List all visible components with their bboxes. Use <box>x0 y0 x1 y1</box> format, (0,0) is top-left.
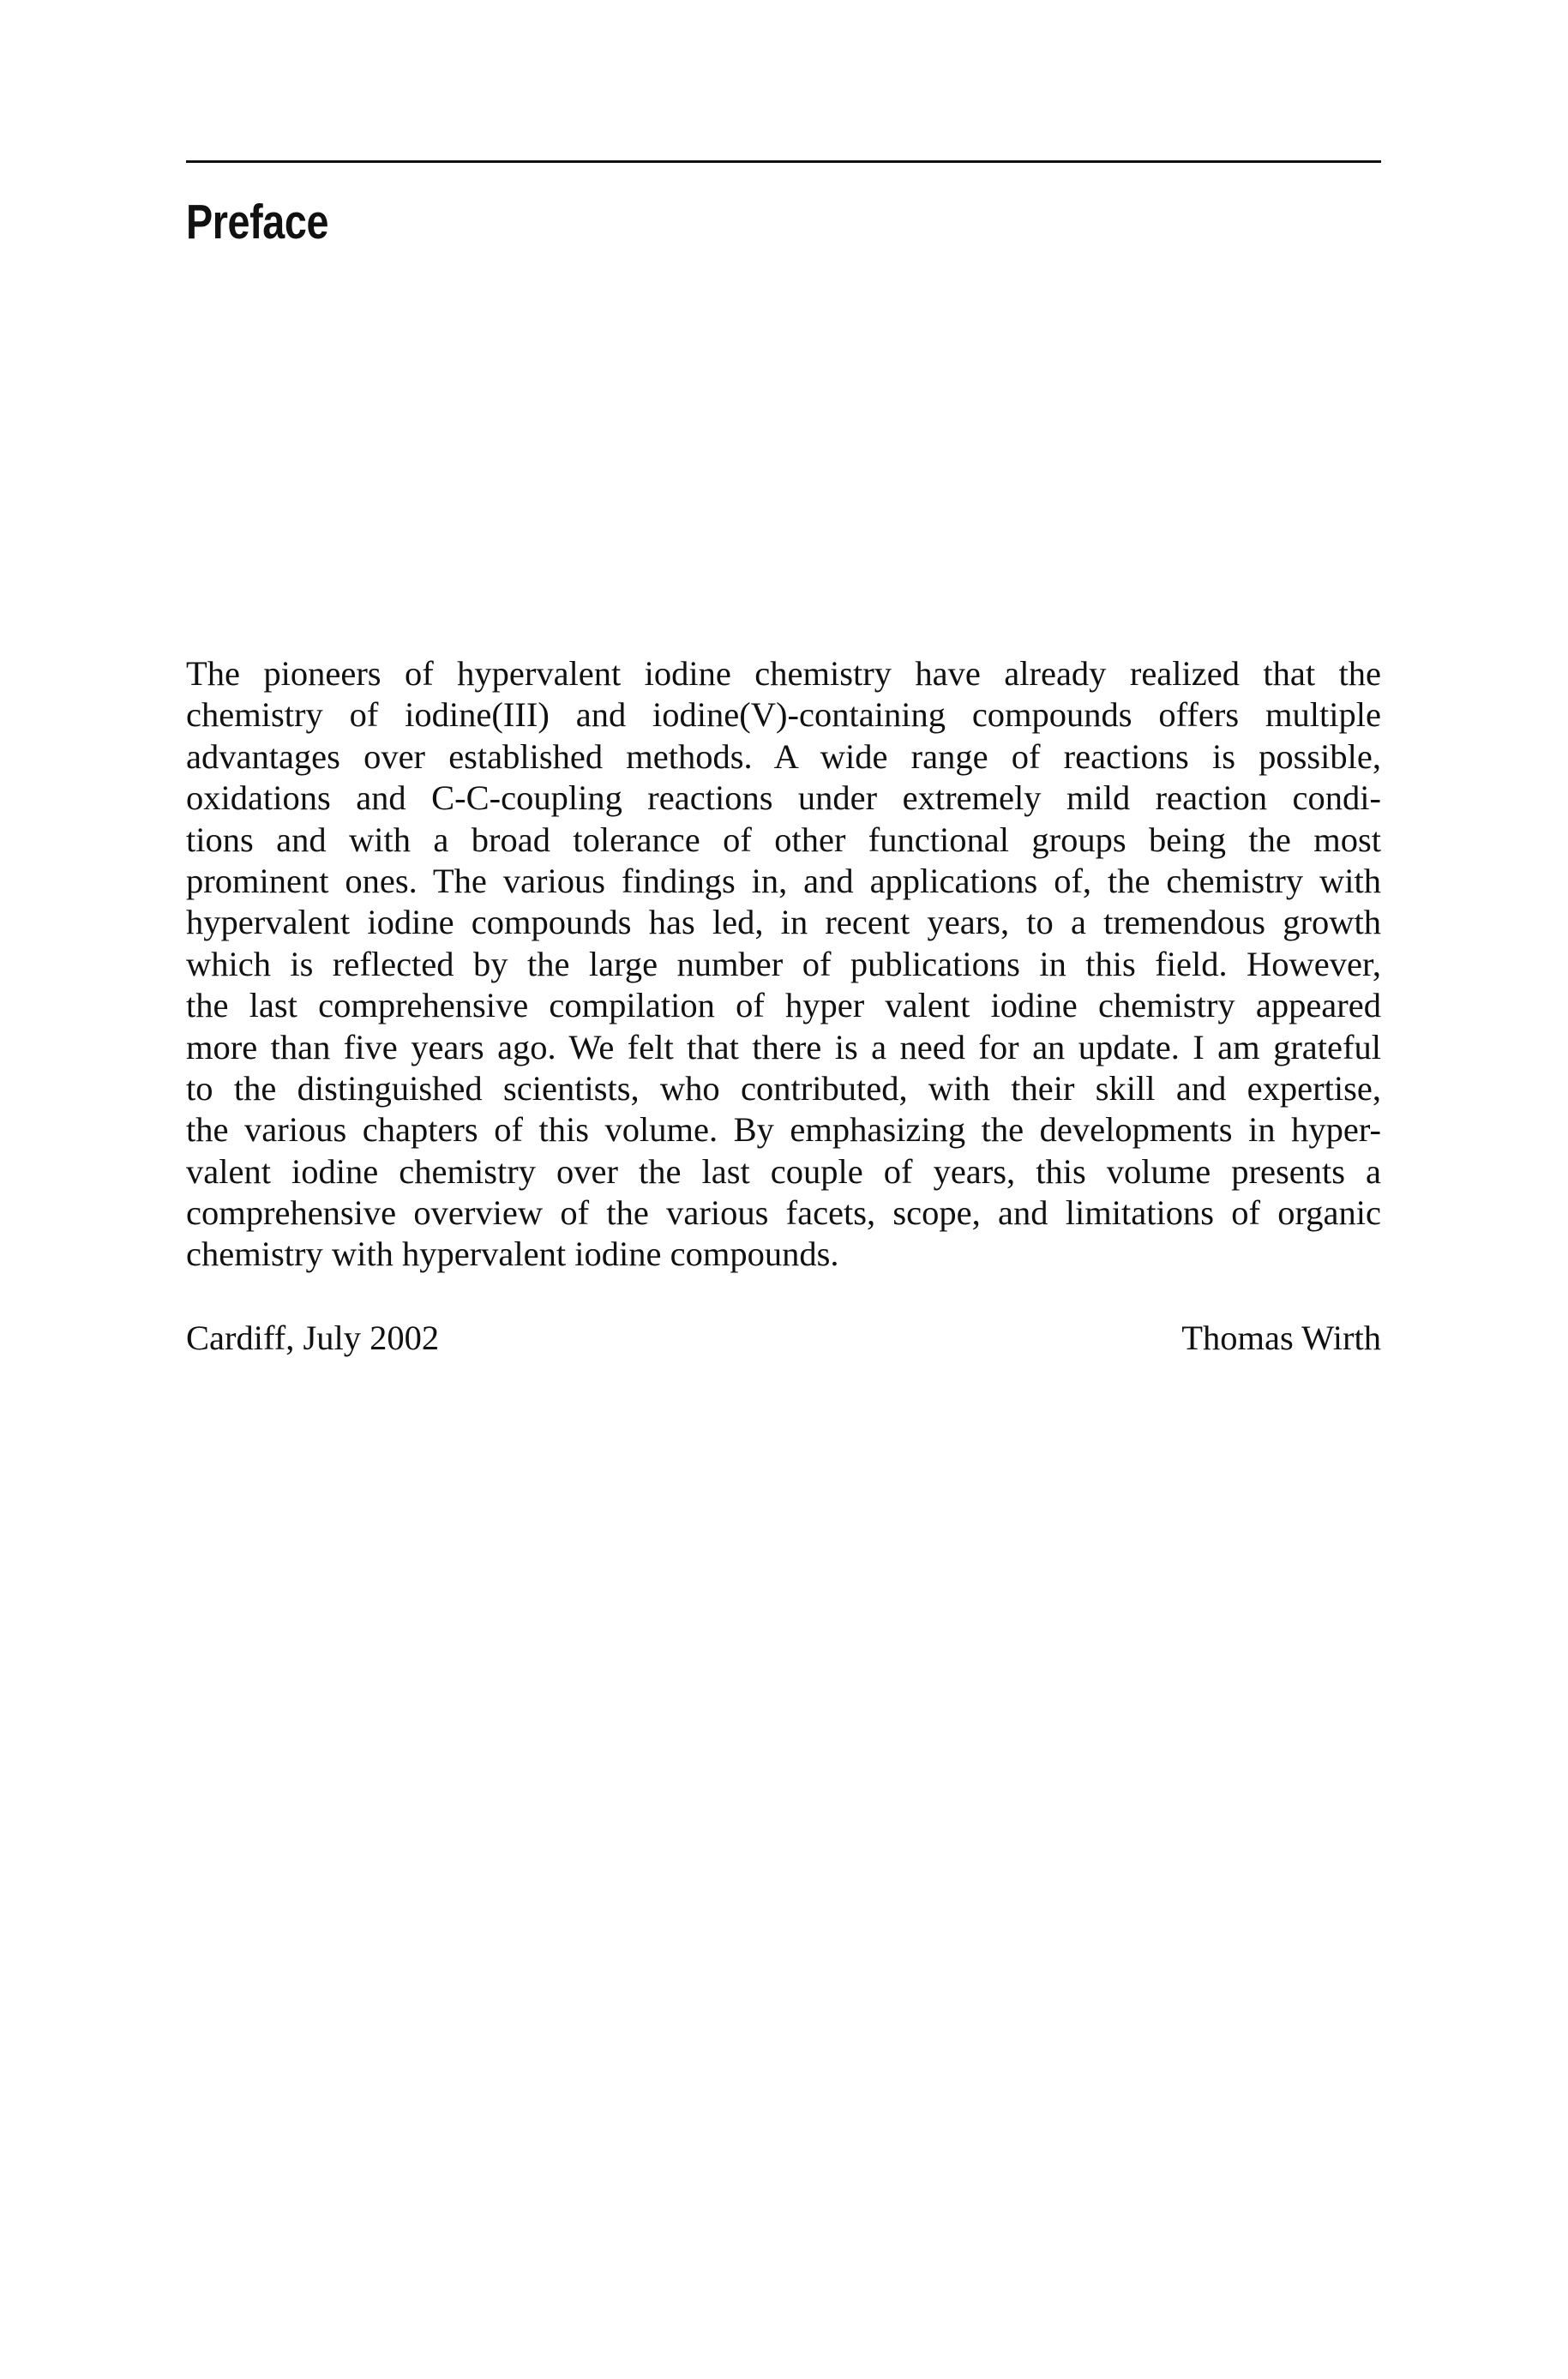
body-line: the various chapters of this volume. By emphasizing the developments in hyper- <box>186 1110 1381 1150</box>
body-line: chemistry of iodine(III) and iodine(V)-containing compounds offers multiple <box>186 695 1381 735</box>
body-line: comprehensive overview of the various facets, scope, and limitations of organic <box>186 1193 1381 1233</box>
body-line: tions and with a broad tolerance of other functional groups being the most <box>186 820 1381 859</box>
body-line: oxidations and C-C-coupling reactions under extremely mild reaction condi- <box>186 778 1381 818</box>
body-line: prominent ones. The various findings in, and applications of, the chemistry with <box>186 861 1381 900</box>
body-line: to the distinguished scientists, who contributed, with their skill and expertise, <box>186 1068 1381 1108</box>
body-line: The pioneers of hypervalent iodine chemistry have already realized that the <box>186 654 1381 693</box>
body-line: valent iodine chemistry over the last couple of years, this volume presents a <box>186 1151 1381 1191</box>
body-line: chemistry with hypervalent iodine compounds. <box>186 1235 839 1274</box>
body-line: advantages over established methods. A wide range of reactions is possible, <box>186 736 1381 776</box>
place-date: Cardiff, July 2002 <box>186 1319 440 1357</box>
body-line: hypervalent iodine compounds has led, in recent years, to a tremendous growth <box>186 903 1381 942</box>
signature-block <box>186 1318 1381 1359</box>
header-rule <box>186 160 1381 163</box>
body-line: more than five years ago. We felt that there is a need for an update. I am grateful <box>186 1027 1381 1066</box>
body-line: the last comprehensive compilation of hyper valent iodine chemistry appeared <box>186 986 1381 1025</box>
author-name: Thomas Wirth <box>1181 1319 1381 1357</box>
body-line: which is reflected by the large number of publications in this field. However, <box>186 944 1381 983</box>
page-title: Preface <box>186 195 329 249</box>
preface-body <box>186 653 1381 1276</box>
